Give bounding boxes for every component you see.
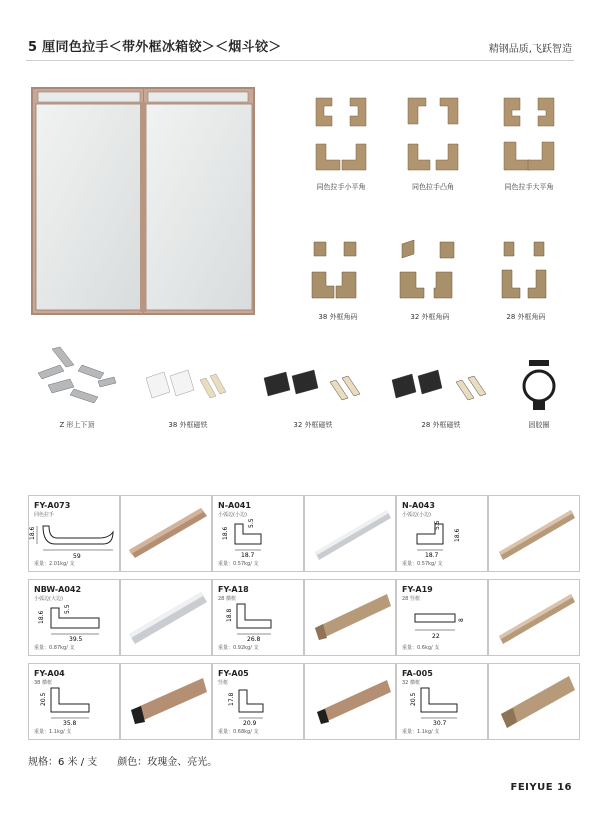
profile-photo [488, 495, 580, 572]
part-label: 38 外框磁铁 [168, 421, 208, 429]
brand-slogan: 精钢品质,飞跃智造 [488, 44, 572, 55]
dim-label: 30.7 [433, 720, 447, 727]
part-label: 32 外框磁铁 [293, 421, 333, 429]
frame-corner-38-image [306, 238, 368, 304]
profile-code: FY-A04 [34, 669, 65, 678]
dim-label: 18.7 [241, 552, 255, 559]
part-label: 同色拉手小平角 [316, 183, 366, 191]
profile-subtitle: 38 横框 [34, 680, 52, 686]
dim-label: 5.5 [434, 520, 441, 530]
part-label: 固胶圈 [528, 421, 550, 429]
dim-label: 26.8 [247, 636, 261, 643]
top-margin [0, 0, 600, 20]
glue-ring-image [516, 356, 562, 414]
frame-corner-32-image [396, 238, 462, 304]
dim-label: 17.8 [228, 692, 235, 706]
dim-label: 5.5 [64, 604, 71, 614]
part-label: 同色拉手大平角 [504, 183, 554, 191]
page-title: 5 厘同色拉手＜带外框冰箱铰＞＜烟斗铰＞ [28, 40, 282, 55]
profile-subtitle: 同色拉手 [34, 512, 55, 518]
profile-code: FY-A073 [34, 501, 71, 510]
profile-subtitle: 小弧边(小边) [402, 512, 431, 518]
part-label: Z 形上下顶 [59, 421, 95, 429]
dim-label: 18.7 [425, 552, 439, 559]
profile-weight: 重量：0.68kg/ 支 [218, 729, 259, 735]
profile-photo [120, 495, 212, 572]
dim-label: 22 [432, 633, 440, 640]
part-label: 同色拉手凸角 [412, 183, 454, 191]
corner-small-flat-image [310, 94, 372, 174]
spec-line: 规格：6 米 / 支 颜色：玫瑰金、亮光。 [28, 757, 218, 768]
corner-large-flat-image [498, 94, 560, 174]
profile-spec-card [212, 579, 304, 656]
dim-label: 20.5 [40, 692, 47, 706]
magnet-38-image [140, 368, 236, 408]
profile-subtitle: 小弧边(小边) [218, 512, 247, 518]
dim-label: 59 [73, 553, 81, 560]
dim-label: 18.8 [226, 608, 233, 622]
profile-spec-card [396, 495, 488, 572]
profile-photo [120, 663, 212, 740]
part-label: 28 外框角码 [506, 313, 546, 321]
profile-weight: 重量：0.87kg/ 支 [34, 645, 75, 651]
profile-code: N-A041 [218, 501, 251, 510]
dim-label: 18.6 [29, 526, 36, 540]
profile-spec-card [28, 579, 120, 656]
profile-photo [120, 579, 212, 656]
profile-spec-card [28, 663, 120, 740]
profile-spec-card [212, 663, 304, 740]
dim-label: 18.6 [38, 610, 45, 624]
cabinet-door-image [30, 86, 256, 316]
dim-label: 8 [458, 618, 465, 622]
dim-label: 35.8 [63, 720, 77, 727]
profile-subtitle: 32 横框 [402, 680, 420, 686]
dim-label: 20.5 [410, 692, 417, 706]
profile-weight: 重量：1.1kg/ 支 [34, 729, 72, 735]
profile-photo [488, 579, 580, 656]
z-top-bottom-image [34, 345, 120, 417]
profile-weight: 重量：1.1kg/ 支 [402, 729, 440, 735]
corner-raised-image [402, 94, 464, 174]
profile-code: FY-A18 [218, 585, 249, 594]
profile-weight: 重量：0.92kg/ 支 [218, 645, 259, 651]
profile-subtitle: 28 竖框 [402, 596, 420, 602]
magnet-28-image [386, 368, 496, 408]
profile-photo [304, 663, 396, 740]
dim-label: 18.6 [222, 526, 229, 540]
dim-label: 5.5 [248, 518, 255, 528]
profile-code: N-A043 [402, 501, 435, 510]
dim-label: 20.9 [243, 720, 257, 727]
profile-spec-card [396, 663, 488, 740]
magnet-32-image [258, 368, 368, 408]
profile-code: FY-A19 [402, 585, 433, 594]
profile-spec-card [396, 579, 488, 656]
profile-weight: 重量：0.57kg/ 支 [218, 561, 259, 567]
header-divider [26, 60, 574, 61]
profile-weight: 重量：0.6kg/ 支 [402, 645, 440, 651]
frame-corner-28-image [494, 238, 556, 304]
dim-label: 18.6 [454, 528, 461, 542]
profile-photo [304, 495, 396, 572]
profile-weight: 重量：2.01kg/ 支 [34, 561, 75, 567]
profile-subtitle: 小弧边(大边) [34, 596, 63, 602]
profile-photo [304, 579, 396, 656]
profile-subtitle: 28 横框 [218, 596, 236, 602]
page-footer: FEIYUE 16 [510, 782, 572, 793]
profile-spec-card [28, 495, 120, 572]
profile-code: FA-005 [402, 669, 433, 678]
profile-code: NBW-A042 [34, 585, 82, 594]
part-label: 28 外框磁铁 [421, 421, 461, 429]
part-label: 38 外框角码 [318, 313, 358, 321]
profile-spec-card [212, 495, 304, 572]
profile-weight: 重量：0.57kg/ 支 [402, 561, 443, 567]
dim-label: 39.5 [69, 636, 83, 643]
profile-code: FY-A05 [218, 669, 249, 678]
profile-subtitle: 竖框 [218, 680, 229, 686]
part-label: 32 外框角码 [410, 313, 450, 321]
profile-photo [488, 663, 580, 740]
